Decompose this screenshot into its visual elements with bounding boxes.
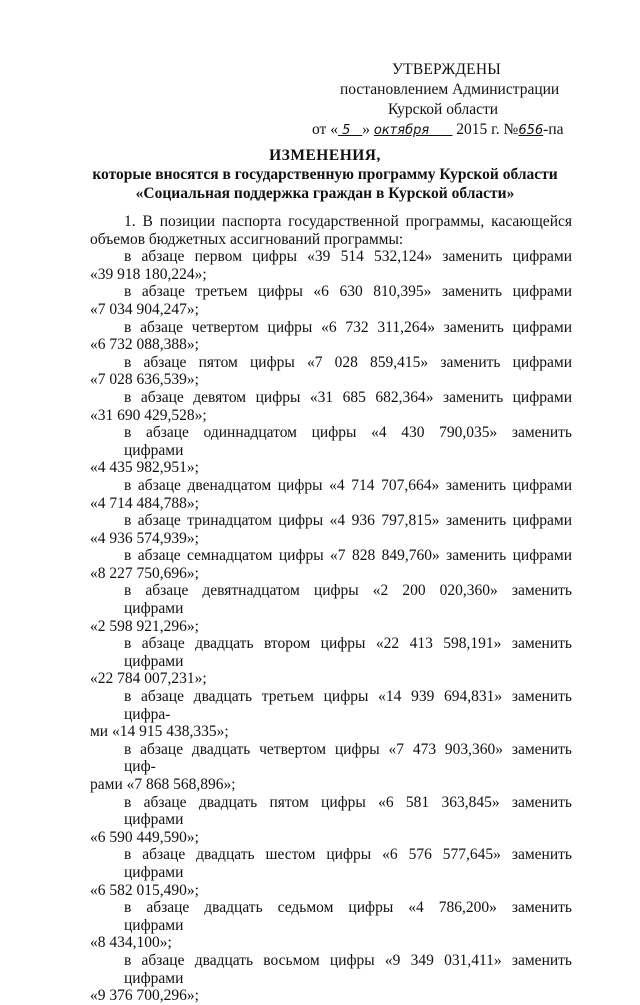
amendment-item-new-value: «4 435 982,951»; (90, 459, 199, 477)
document-title (60, 146, 590, 203)
approval-date-line (310, 120, 600, 141)
amendment-item-new-value: «22 784 007,231»; (90, 670, 207, 688)
amendment-item-new-value: «6 582 015,490»; (90, 881, 199, 899)
amendment-item-new-value: «8 434,100»; (90, 934, 172, 952)
amendment-item-text: в абзаце третьем цифры «6 630 810,395» заменить цифрами (124, 283, 572, 301)
amendment-item (90, 477, 572, 512)
amendment-item (90, 846, 572, 899)
document-number-suffix: -па (543, 121, 564, 138)
date-prefix: от « (312, 121, 338, 138)
amendment-item (90, 582, 572, 635)
date-day (338, 121, 362, 138)
amendment-item-text: в абзаце девятом цифры «31 685 682,364» заменить цифрами (124, 388, 572, 406)
amendment-item-text: в абзаце одиннадцатом цифры «4 430 790,035» заменить цифрами (124, 424, 572, 459)
amendment-item-new-value: «7 028 636,539»; (90, 371, 199, 389)
amendment-item-text: в абзаце двадцать пятом цифры «6 581 363,845» заменить цифрами (124, 793, 572, 829)
amendment-item-new-value: рами «7 868 568,896»; (90, 776, 236, 793)
date-month-handwritten: октября (373, 123, 430, 138)
amendment-item-text: в абзаце пятом цифры «7 028 859,415» заменить цифрами (124, 353, 572, 371)
date-day-blank: _ (354, 121, 363, 138)
amendment-item-new-value: «4 936 574,939»; (90, 529, 199, 547)
amendment-item-text: в абзаце двадцать шестом цифры «6 576 577,645» заменить цифрами (124, 846, 572, 881)
amendment-item-text: в абзаце девятнадцатом цифры «2 200 020,360» заменить цифрами (124, 582, 572, 618)
approval-block (310, 60, 600, 141)
amendment-list (90, 248, 572, 1005)
amendment-item-new-value: ми «14 915 438,335»; (90, 723, 229, 741)
amendment-item (90, 354, 572, 389)
amendment-item (90, 635, 572, 688)
title-program-name: «Социальная поддержка граждан в Курской области» (135, 185, 515, 202)
intro-rest: объемов бюджетных ассигнований программы: (90, 230, 404, 248)
title-heading: ИЗМЕНЕНИЯ, (269, 147, 381, 164)
amendment-item-new-value: «2 598 921,296»; (90, 617, 199, 635)
amendment-item-new-value: «7 034 904,247»; (90, 300, 199, 318)
amendment-item (90, 688, 572, 741)
amendment-item-new-value: «39 918 180,224»; (90, 265, 207, 283)
amendment-item (90, 512, 572, 547)
approval-resolution: постановлением Администрации (340, 81, 560, 98)
amendment-item (90, 547, 572, 582)
approval-region: Курской области (388, 101, 499, 118)
amendment-item-new-value: «8 227 750,696»; (90, 564, 199, 582)
amendment-item-text: в абзаце тринадцатом цифры «4 936 797,815» заменить цифрами (124, 512, 572, 530)
amendment-item (90, 899, 572, 952)
date-month-blank: ___ (429, 121, 453, 138)
document-body (90, 213, 572, 1005)
date-month-open: » (362, 121, 374, 138)
date-year: 2015 г. № (452, 121, 519, 138)
title-subheading: которые вносятся в государственную программу Курской области (92, 166, 558, 183)
amendment-item (90, 952, 572, 1005)
amendment-item-text: в абзаце двадцать седьмом цифры «4 786,200» заменить цифрами (124, 899, 572, 934)
amendment-item-text: в абзаце двенадцатом цифры «4 714 707,664» заменить цифрами (124, 476, 572, 494)
amendment-item-text: в абзаце четвертом цифры «6 732 311,264» заменить цифрами (124, 318, 572, 336)
amendment-item (90, 741, 572, 794)
amendment-item-new-value: «31 690 429,528»; (90, 406, 207, 424)
amendment-item (90, 794, 572, 847)
intro-paragraph (90, 213, 572, 248)
amendment-item-new-value: «6 590 449,590»; (90, 828, 199, 846)
date-day-handwritten: 5 (337, 123, 355, 138)
document-number: 656 (518, 123, 544, 138)
amendment-item-new-value: «9 376 700,296»; (90, 987, 199, 1005)
approval-heading: УТВЕРЖДЕНЫ (392, 61, 501, 78)
amendment-item (90, 389, 572, 424)
amendment-item (90, 424, 572, 477)
amendment-item (90, 248, 572, 283)
amendment-item (90, 319, 572, 354)
intro-first-line: 1. В позиции паспорта государственной программы, касающейся (124, 213, 572, 230)
amendment-item (90, 283, 572, 318)
amendment-item-text: в абзаце двадцать четвертом цифры «7 473 903,360» заменить циф- (124, 740, 572, 776)
amendment-item-text: в абзаце двадцать втором цифры «22 413 598,191» заменить цифрами (124, 635, 572, 670)
amendment-item-new-value: «4 714 484,788»; (90, 494, 199, 512)
amendment-item-text: в абзаце семнадцатом цифры «7 828 849,760» заменить цифрами (124, 547, 572, 565)
date-month (374, 121, 453, 138)
amendment-item-text: в абзаце двадцать восьмом цифры «9 349 031,411» заменить цифрами (124, 951, 572, 987)
amendment-item-new-value: «6 732 088,388»; (90, 336, 199, 354)
amendment-item-text: в абзаце двадцать третьем цифры «14 939 694,831» заменить цифра- (124, 688, 572, 723)
amendment-item-text: в абзаце первом цифры «39 514 532,124» заменить цифрами (124, 248, 572, 266)
